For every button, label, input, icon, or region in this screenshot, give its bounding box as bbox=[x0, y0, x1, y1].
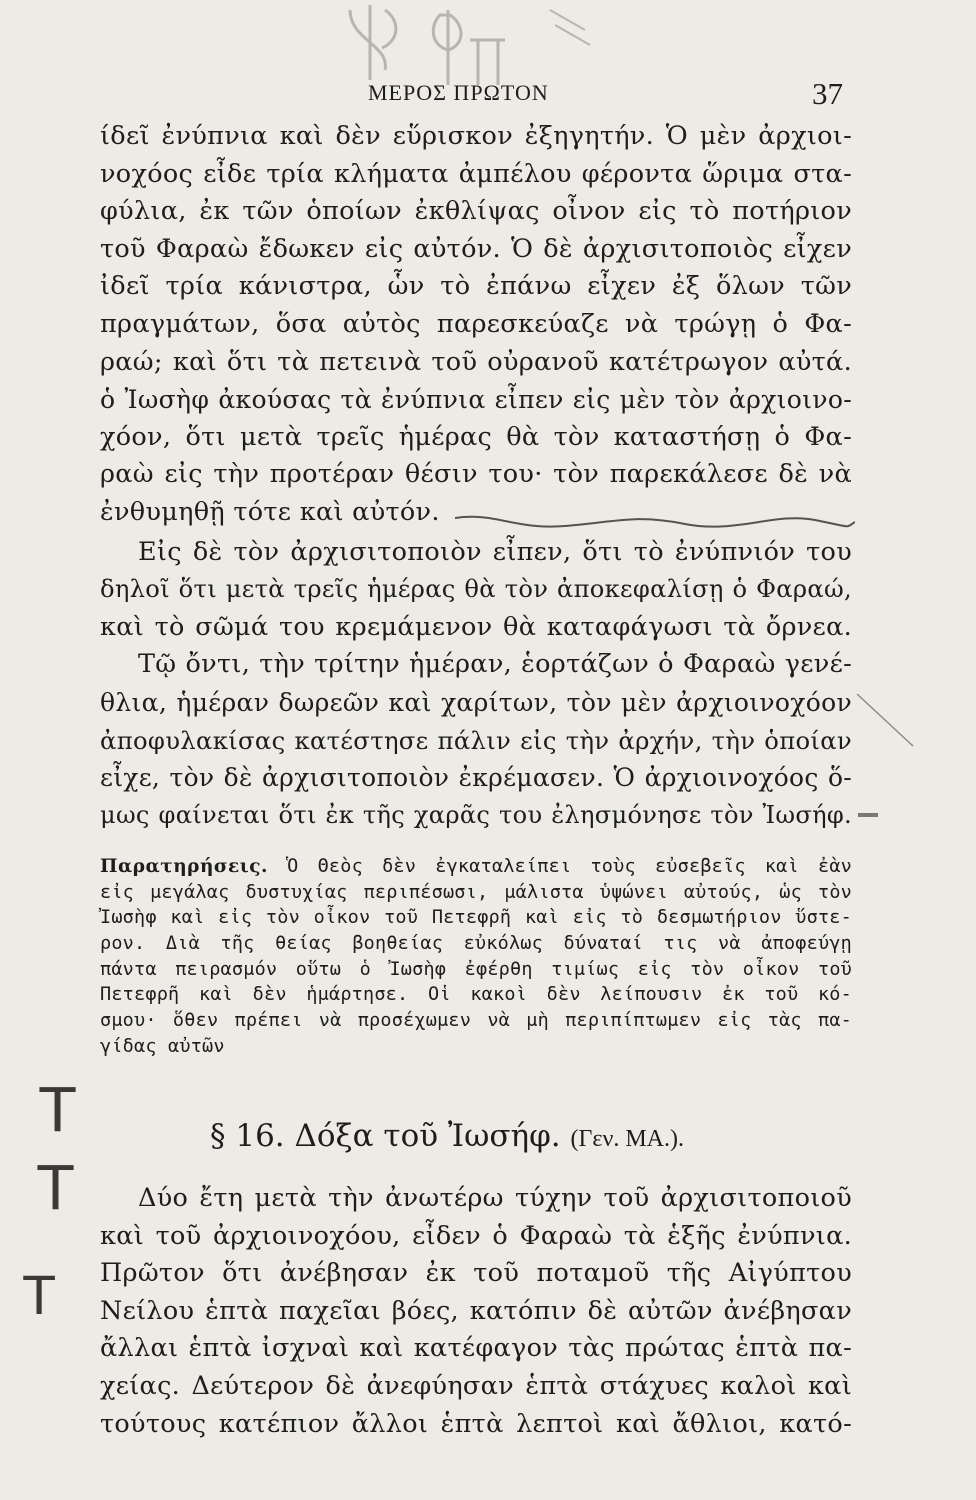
text-line: δηλοῖ ὅτι μετὰ τρεῖς ἡμέρας θὰ τὸν ἀποκεφαλίσῃ ὁ Φαραώ, bbox=[100, 575, 852, 604]
note-line-first bbox=[100, 854, 852, 880]
remarks-label: Παρατηρήσεις. bbox=[100, 856, 268, 877]
text-line: Τῷ ὄντι, τὴν τρίτην ἡμέραν, ἑορτάζων ὁ Φαραὼ γενέ- bbox=[138, 649, 852, 680]
text-line: ραώ; καὶ ὅτι τὰ πετεινὰ τοῦ οὐρανοῦ κατέτρωγον αὐτά. bbox=[100, 346, 852, 377]
paragraph bbox=[100, 646, 852, 684]
margin-pencil-mark: T bbox=[22, 1263, 57, 1326]
text-line: καὶ τὸ σῶμά του κρεμάμενον θὰ καταφάγωσι τὰ ὄρνεα. bbox=[100, 611, 852, 642]
note-line: Ἰωσὴφ καὶ εἰς τὸν οἶκον τοῦ Πετεφρῆ καὶ εἰς τὸ δεσμωτήριον ὕστε- bbox=[100, 907, 852, 929]
text-line: Εἰς δὲ τὸν ἀρχισιτοποιὸν εἶπεν, ὅτι τὸ ἐνύπνιόν του bbox=[138, 536, 852, 567]
text-line: ίδεῖ ἐνύπνια καὶ δὲν εὕρισκον ἐξηγητήν. Ὁ μὲν ἀρχιοι- bbox=[100, 121, 852, 151]
paragraph-continued bbox=[100, 571, 852, 646]
text-line: χείας. Δεύτερον δὲ ἀνεφύησαν ἑπτὰ στάχυες καλοὶ καὶ bbox=[100, 1370, 852, 1401]
main-text bbox=[100, 118, 852, 834]
text-line: χόον, ὅτι μετὰ τρεῖς ἡμέρας θὰ τὸν καταστήσῃ ὁ Φα- bbox=[100, 421, 852, 452]
text-line: ἀποφυλακίσας κατέστησε πάλιν εἰς τὴν ἀρχήν, τὴν ὁποίαν bbox=[100, 725, 852, 755]
running-head: ΜΕΡΟΣ ΠΡΩΤΟΝ bbox=[368, 80, 549, 105]
section-heading bbox=[210, 1118, 770, 1154]
page-header bbox=[0, 76, 976, 112]
paragraph bbox=[100, 534, 852, 572]
text-line: ἐνθυμηθῇ τότε καὶ αὐτόν. bbox=[100, 496, 440, 527]
paragraph-continued bbox=[100, 684, 852, 834]
note-line: εἰς μεγάλας δυστυχίας περιπέσωσι, μάλιστα ὑψώνει αὐτούς, ὡς τὸν bbox=[100, 881, 852, 903]
text-line: τοῦ Φαραὼ ἔδωκεν εἰς αὐτόν. Ὁ δὲ ἀρχισιτοποιὸς εἶχεν bbox=[100, 233, 852, 264]
paragraph bbox=[100, 118, 852, 532]
note-line: ρον. Διὰ τῆς θείας βοηθείας εὐκόλως δύναταί τις νὰ ἀποφεύγῃ bbox=[100, 933, 852, 955]
text-line: νοχόος εἶδε τρία κλήματα ἀμπέλου φέροντα ὥριμα στα- bbox=[100, 158, 852, 189]
note-line: πάντα πειρασμόν οὕτω ὁ Ἰωσὴφ ἐφέρθη τιμίως εἰς τὸν οἶκον τοῦ bbox=[100, 958, 852, 980]
text-line: Νείλου ἑπτὰ παχεῖαι βόες, κατόπιν δὲ αὐτῶν ἀνέβησαν bbox=[100, 1295, 852, 1326]
remarks-block bbox=[100, 854, 852, 1060]
note-line: Πετεφρῆ καὶ δὲν ἡμάρτησε. Οἱ κακοὶ δὲν λείπουσιν ἐκ τοῦ κό- bbox=[100, 984, 852, 1006]
text-line: τούτους κατέπιον ἄλλοι ἑπτὰ λεπτοὶ καὶ ἄθλιοι, κατό- bbox=[100, 1408, 852, 1439]
section-title: § 16. Δόξα τοῦ Ἰωσήφ. bbox=[210, 1118, 561, 1154]
text-line: εἶχε, τὸν δὲ ἀρχισιτοποιὸν ἐκρέμασεν. Ὁ ἀρχιοινοχόος ὅ- bbox=[100, 763, 852, 793]
text-line: φύλια, ἐκ τῶν ὁποίων ἐκθλίψας οἶνον εἰς τὸ ποτήριον bbox=[100, 196, 852, 227]
margin-pencil-mark: T bbox=[38, 1073, 78, 1145]
text-line: καὶ τοῦ ἀρχιοινοχόου, εἶδεν ὁ Φαραὼ τὰ ἑξῆς ἐνύπνια. bbox=[100, 1220, 852, 1251]
text-line: θλια, ἡμέραν δωρεῶν καὶ χαρίτων, τὸν μὲν ἀρχιοινοχόον bbox=[100, 687, 852, 717]
page-number: 37 bbox=[812, 76, 843, 111]
scripture-reference: (Γεν. ΜΑ.). bbox=[570, 1126, 684, 1152]
note-line: σμου· ὅθεν πρέπει νὰ προσέχωμεν νὰ μὴ περιπίπτωμεν εἰς τὰς πα- bbox=[100, 1010, 852, 1032]
note-text: Ὁ Θεὸς δὲν ἐγκαταλείπει τοὺς εὐσεβεῖς καὶ ἐὰν bbox=[267, 856, 852, 877]
text-line: ραὼ εἰς τὴν προτέραν θέσιν του· τὸν παρεκάλεσε δὲ νὰ bbox=[100, 459, 852, 490]
margin-pencil-mark: T bbox=[36, 1151, 76, 1223]
text-line: μως φαίνεται ὅτι ἐκ τῆς χαρᾶς του ἐλησμόνησε τὸν Ἰωσήφ. bbox=[100, 800, 852, 829]
text-line: Δύο ἔτη μετὰ τὴν ἀνωτέρω τύχην τοῦ ἀρχισιτοποιοῦ bbox=[138, 1183, 852, 1213]
note-line: γίδας αὐτῶν bbox=[100, 1035, 225, 1057]
text-line: ἰδεῖ τρία κάνιστρα, ὧν τὸ ἐπάνω εἶχεν ἐξ ὅλων τῶν bbox=[100, 271, 852, 302]
text-line: Πρῶτον ὅτι ἀνέβησαν ἐκ τοῦ ποταμοῦ τῆς Αἰγύπτου bbox=[100, 1258, 852, 1289]
margin-dash bbox=[858, 813, 878, 817]
wavy-ink-stroke bbox=[455, 508, 855, 534]
text-line: ἄλλαι ἑπτὰ ἰσχναὶ καὶ κατέφαγον τὰς πρώτας ἑπτὰ πα- bbox=[100, 1333, 852, 1364]
margin-pencil-stroke bbox=[855, 690, 915, 750]
text-line: πραγμάτων, ὅσα αὐτὸς παρεσκεύαζε νὰ τρώγῃ ὁ Φα- bbox=[100, 308, 852, 339]
section-text bbox=[100, 1180, 852, 1443]
text-line: ὁ Ἰωσὴφ ἀκούσας τὰ ἐνύπνια εἶπεν εἰς μὲν τὸν ἀρχιοινο- bbox=[100, 385, 852, 415]
